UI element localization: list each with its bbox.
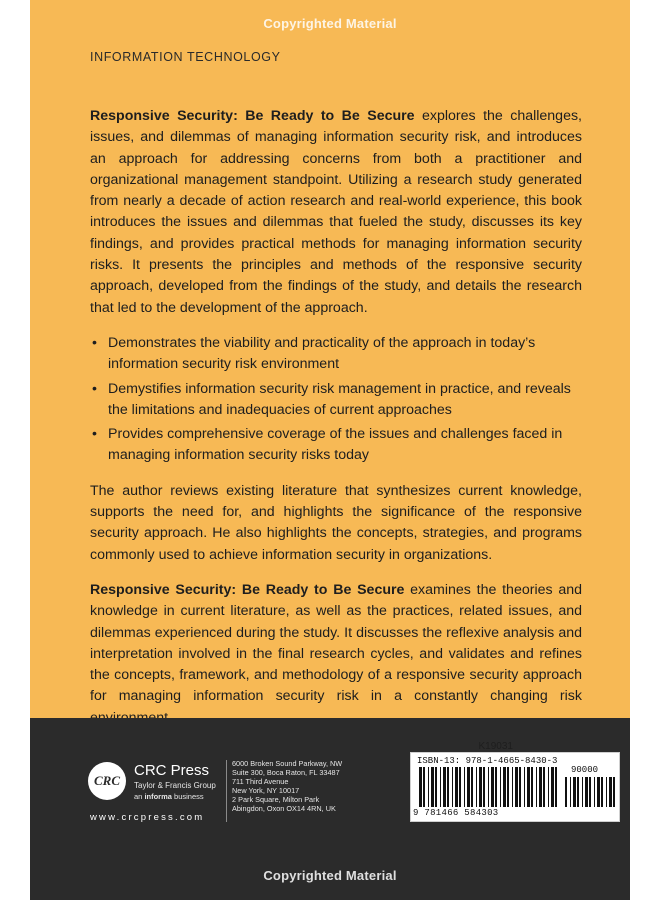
business-brand: informa [144,792,172,801]
bullet-icon: • [92,426,97,443]
barcode-digits: 9 781466 584303 [413,808,499,818]
bullet-text: Demystifies information security risk management in practice, and reveals the limitations and inadequacies of current approaches [108,380,571,418]
watermark-bottom: Copyrighted Material [263,868,397,883]
address-line: 711 Third Avenue [232,777,289,787]
list-item [90,333,582,376]
address-line: Abingdon, Oxon OX14 4RN, UK [232,804,336,814]
bullet-icon: • [92,334,97,351]
category-label: INFORMATION TECHNOLOGY [90,50,281,64]
address-line: New York, NY 10017 [232,786,300,796]
closing-paragraph [90,580,582,729]
publisher-addresses [232,759,382,814]
business-prefix: an [134,792,145,801]
barcode [410,752,620,822]
list-item [90,424,582,467]
publisher-business [134,792,204,801]
address-line: Suite 300, Boca Raton, FL 33487 [232,768,340,778]
address-line: 2 Park Square, Milton Park [232,795,320,805]
address-line: 6000 Broken Sound Parkway, NW [232,759,343,768]
feature-list [90,333,582,467]
intro-text: explores the challenges, issues, and dilemmas of managing information security risk, and introduces an approach for addressing concerns from both a practitioner and organizational management standpoint. Utilizing a research study generated from nearly a decade of action research and real-world experience, this book introduces the issues and dilemmas that fueled the study, discusses its key findings, and provides practical methods for managing information security risks. It presents the principles and methods of the responsive security approach, developed from the findings of the study, and details the research that led to the development of the approach. [90,108,583,316]
price-code: 90000 [571,765,599,775]
price-barcode-bars [565,777,615,807]
publisher-group: Taylor & Francis Group [134,781,216,790]
back-cover [30,0,630,900]
closing-text: examines the theories and knowledge in current literature, as well as the practices, related issues, and dilemmas experienced during the study. It discusses the reflexive analysis and interpretation involved in the final research cycles, and validates and refines the concepts, framework, and methodology of a responsive security approach for managing information security risk in a constantly changing risk [90,581,583,705]
closing-book-title: Responsive Security: Be Ready to Be Secure [90,581,405,598]
intro-paragraph [90,106,582,319]
description-text [90,106,582,743]
publisher-name: CRC Press [134,762,210,779]
bullet-text: Demonstrates the viability and practicality of the approach in today’s information security risk environment [108,334,536,373]
barcode-bars [419,767,559,807]
intro-book-title: Responsive Security: Be Ready to Be Secure [90,108,415,124]
bullet-icon: • [92,380,97,397]
business-suffix: business [171,792,204,801]
list-item [90,379,582,422]
bullet-text: Provides comprehensive coverage of the issues and challenges faced in managing information security risks today [108,426,563,464]
divider [226,760,227,822]
crc-logo-icon: CRC [88,762,126,800]
watermark-top: Copyrighted Material [263,16,397,31]
author-paragraph: The author reviews existing literature that synthesizes current knowledge, supports the need for, and highlights the significance of the responsive security approach. He also highlights the concepts, strategies, and programs commonly used to achieve information security in organizations. [90,482,582,563]
publisher-website[interactable]: www.crcpress.com [90,812,205,823]
isbn-label: ISBN-13: 978-1-4665-8430-3 [417,756,558,766]
catalog-code: K19031 [478,741,513,752]
